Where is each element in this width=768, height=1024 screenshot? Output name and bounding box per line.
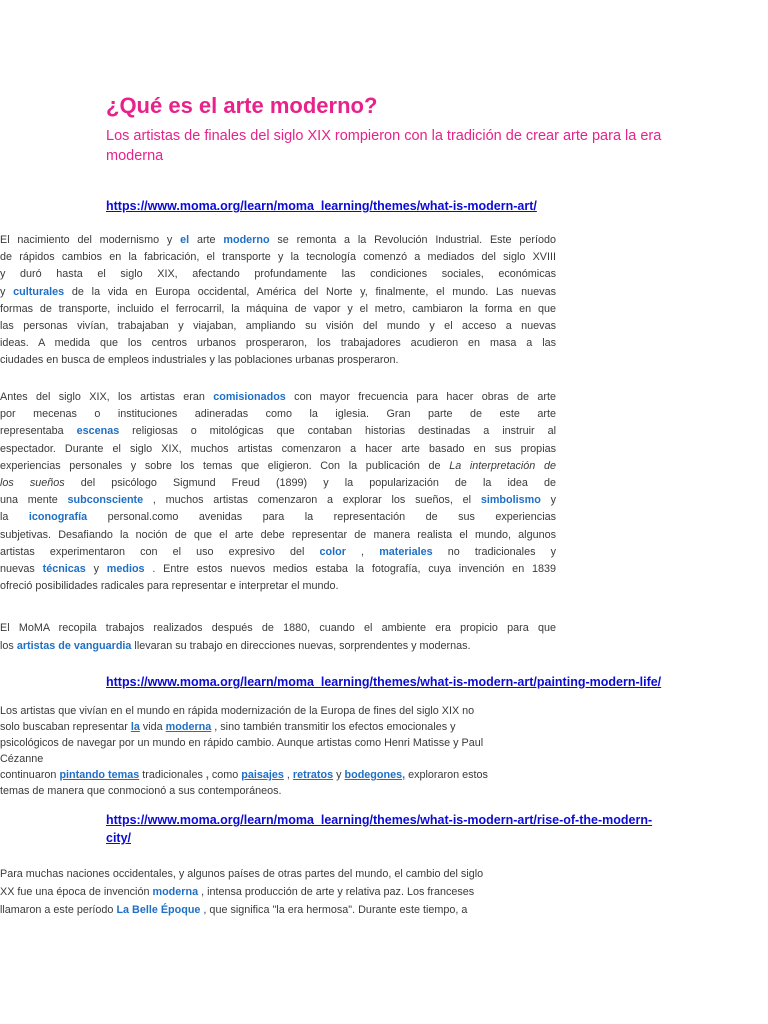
keyword-iconografia[interactable]: iconografía xyxy=(28,511,88,524)
keyword-escenas[interactable]: escenas xyxy=(76,425,120,438)
paragraph-2: Antes del siglo XIX, los artistas eran comisionados con mayor frecuencia para hacer obras de arte por mecenas o instituciones adineradas como la iglesia. Gran parte de este arte representaba escenas religiosas o mitológicas que contaban historias destinadas a instruir al espectador. Durante el siglo XIX, muchos artistas comenzaron a hacer arte basado en sus propias experiencias personales y sobre los temas que eligieron. Con la publicación de La interpretación de los sueños del psicólogo Sigmund Freud (1899) y la popularización de la idea de una mente subconsciente , muchos artistas comenzaron a explorar los sueños, el simbolismo y la iconografía personal.como avenidas para la representación de sus experiencias subjetivas. Desafiando la noción de que el arte debe representar de manera realista el mundo, algunos artistas experimentaron con el uso expresivo del color , materiales no tradicionales y nuevas técnicas y medios . Entre estos nuevos medios estaba la fotografía, cuya invención en 1839 ofreció posibilidades radicales para representar e interpretar el mundo. xyxy=(0,391,557,593)
page-title: ¿Qué es el arte moderno? xyxy=(106,93,378,118)
keyword-simbolismo[interactable]: simbolismo xyxy=(480,494,541,507)
keyword-artistas-de-vanguardia[interactable]: artistas de vanguardia xyxy=(16,640,132,652)
keyword-medios[interactable]: medios xyxy=(106,563,145,576)
keyword-comisionados[interactable]: comisionados xyxy=(213,391,286,403)
keyword-culturales[interactable]: culturales xyxy=(13,285,65,298)
page-subtitle: Los artistas de finales del siglo XIX rompieron con la tradición de crear arte para la era moderna xyxy=(106,128,662,164)
keyword-paisajes[interactable]: paisajes xyxy=(241,769,284,781)
keyword-la-belle-epoque[interactable]: La Belle Époque xyxy=(116,904,201,916)
keyword-subconsciente[interactable]: subconsciente xyxy=(67,494,144,507)
keyword-la[interactable]: la xyxy=(130,721,140,733)
link-what-is-modern-art[interactable]: https://www.moma.org/learn/moma_learning/themes/what-is-modern-art/ xyxy=(106,199,537,213)
link-rise-of-the-modern-city[interactable]: https://www.moma.org/learn/moma_learning/themes/what-is-modern-art/rise-of-the-modern- city/ xyxy=(106,813,653,845)
keyword-comma[interactable]: , xyxy=(205,769,209,781)
keyword-moderna-2[interactable]: moderna xyxy=(152,886,199,898)
keyword-pintando-temas[interactable]: pintando temas xyxy=(59,769,140,781)
keyword-materiales[interactable]: materiales xyxy=(379,545,433,558)
document-page xyxy=(106,92,662,166)
keyword-tecnicas[interactable]: técnicas xyxy=(42,563,86,576)
keyword-color[interactable]: color xyxy=(319,545,346,558)
paragraph-3: El MoMA recopila trabajos realizados después de 1880, cuando el ambiente era propicio para que los artistas de vanguardia llevaran su trabajo en direcciones nuevas, sorprendentes y modernas. xyxy=(0,622,556,652)
keyword-moderna[interactable]: moderna xyxy=(165,721,212,733)
paragraph-4: Los artistas que vivían en el mundo en rápida modernización de la Europa de fines del siglo XIX no solo buscaban representar la vida moderna , sino también transmitir los efectos emocionales y psicológicos de navegar por un mundo en rápido cambio. Aunque artistas como Henri Matisse y Paul Cézanne continuaron pintando temas tradicionales , como paisajes , retratos y bodegones, exploraron estos temas de manera que conmocionó a sus contemporáneos. xyxy=(0,705,488,797)
keyword-bodegones[interactable]: bodegones, xyxy=(344,769,406,781)
keyword-moderno[interactable]: moderno xyxy=(223,234,270,246)
keyword-retratos[interactable]: retratos xyxy=(292,769,334,781)
link-painting-modern-life[interactable]: https://www.moma.org/learn/moma_learning/themes/what-is-modern-art/painting-modern-life/ xyxy=(106,675,662,689)
paragraph-5: Para muchas naciones occidentales, y algunos países de otras partes del mundo, el cambio del siglo XX fue una época de invención moderna , intensa producción de arte y relativa paz. Los franceses llamaron a este período La Belle Époque , que significa "la era hermosa". Durante este tiempo, a xyxy=(0,868,484,916)
paragraph-1: El nacimiento del modernismo y el arte moderno se remonta a la Revolución Industrial. Este período de rápidos cambios en la fabricación, el transporte y la tecnología comenzó a mediados del siglo XVIII y duró hasta el siglo XIX, afectando profundamente las condiciones sociales, económicas y culturales de la vida en Europa occidental, América del Norte y, finalmente, el mundo. Las nuevas formas de transporte, incluido el ferrocarril, la máquina de vapor y el metro, cambiaron la forma en que las personas vivían, trabajaban y viajaban, ampliando su visión del mundo y el acceso a nuevas ideas. A medida que los centros urbanos prosperaron, los trabajadores acudieron en masa a las ciudades en busca de empleos industriales y las poblaciones urbanas prosperaron. xyxy=(0,234,556,367)
keyword-el[interactable]: el xyxy=(180,234,190,246)
